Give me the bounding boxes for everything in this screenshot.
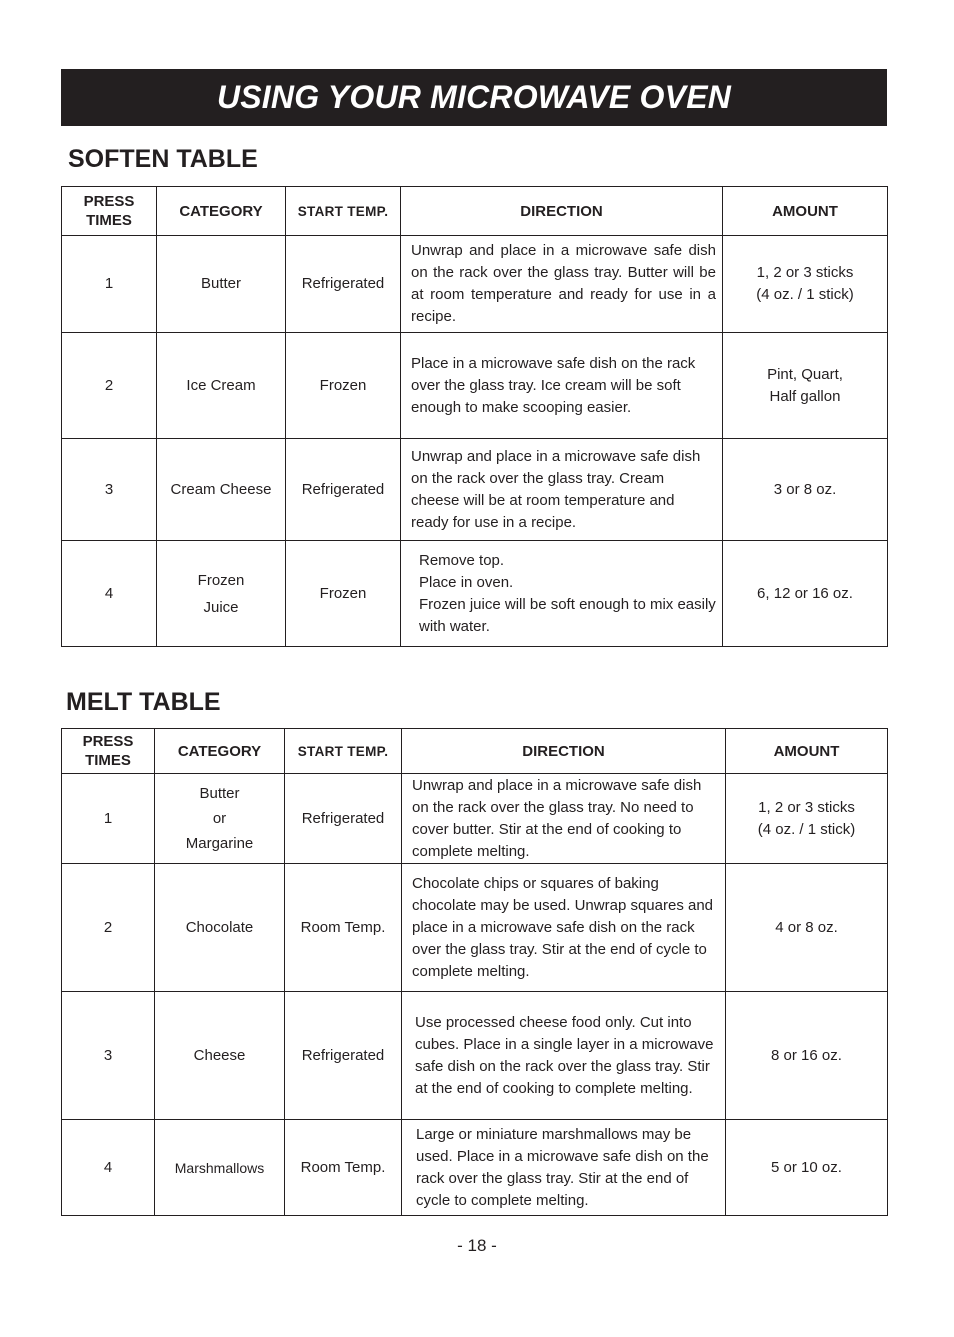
soften-table-title: SOFTEN TABLE xyxy=(68,145,258,173)
press-times-cell: 4 xyxy=(62,541,157,647)
press-times-cell: 2 xyxy=(62,864,155,992)
direction-cell: Use processed cheese food only. Cut into cubes. Place in a single layer in a microwave safe dish on the rack over the glass tray. Stir at the end of cooking to complete melting. xyxy=(402,992,726,1120)
direction-cell: Place in a microwave safe dish on the rack over the glass tray. Ice cream will be soft enough to make scooping easier. xyxy=(401,333,723,439)
start-temp-cell: Refrigerated xyxy=(285,992,402,1120)
press-times-cell: 1 xyxy=(62,774,155,864)
header-press-times: PRESS TIMES xyxy=(62,729,155,774)
header-category: CATEGORY xyxy=(155,729,285,774)
amount-cell: 1, 2 or 3 sticks (4 oz. / 1 stick) xyxy=(723,236,888,333)
start-temp-cell: Frozen xyxy=(286,333,401,439)
direction-cell: Chocolate chips or squares of baking chocolate may be used. Unwrap squares and place in a microwave safe dish on the rack over the glass tray. Stir at the end of cycle to complete melting. xyxy=(402,864,726,992)
table-row xyxy=(62,333,888,439)
category-cell: Butter xyxy=(157,236,286,333)
header-direction: DIRECTION xyxy=(402,729,726,774)
melt-header-row xyxy=(62,729,888,774)
start-temp-cell: Refrigerated xyxy=(286,236,401,333)
header-start-temp: START TEMP. xyxy=(286,187,401,236)
direction-cell: Remove top. Place in oven. Frozen juice will be soft enough to mix easily with water. xyxy=(401,541,723,647)
soften-header-row xyxy=(62,187,888,236)
category-cell: Chocolate xyxy=(155,864,285,992)
direction-cell: Unwrap and place in a microwave safe dish on the rack over the glass tray. Cream cheese will be at room temperature and ready for use in a recipe. xyxy=(401,439,723,541)
amount-cell: 8 or 16 oz. xyxy=(726,992,888,1120)
press-times-cell: 3 xyxy=(62,992,155,1120)
table-row xyxy=(62,439,888,541)
table-row xyxy=(62,236,888,333)
header-start-temp: START TEMP. xyxy=(285,729,402,774)
table-row xyxy=(62,992,888,1120)
amount-cell: 4 or 8 oz. xyxy=(726,864,888,992)
category-cell: Cheese xyxy=(155,992,285,1120)
start-temp-cell: Refrigerated xyxy=(285,774,402,864)
category-cell: Marshmallows xyxy=(155,1120,285,1216)
amount-cell: 5 or 10 oz. xyxy=(726,1120,888,1216)
category-cell: Frozen Juice xyxy=(157,541,286,647)
direction-cell: Unwrap and place in a microwave safe dish on the rack over the glass tray. No need to cover butter. Stir at the end of cooking to complete melting. xyxy=(402,774,726,864)
header-direction: DIRECTION xyxy=(401,187,723,236)
start-temp-cell: Refrigerated xyxy=(286,439,401,541)
press-times-cell: 3 xyxy=(62,439,157,541)
table-row xyxy=(62,541,888,647)
table-row xyxy=(62,1120,888,1216)
press-times-cell: 1 xyxy=(62,236,157,333)
melt-table xyxy=(61,728,888,1216)
category-cell: Ice Cream xyxy=(157,333,286,439)
category-cell: Cream Cheese xyxy=(157,439,286,541)
amount-cell: 6, 12 or 16 oz. xyxy=(723,541,888,647)
start-temp-cell: Room Temp. xyxy=(285,1120,402,1216)
page-title-banner xyxy=(61,69,887,126)
page-number: - 18 - xyxy=(457,1236,497,1255)
direction-cell: Unwrap and place in a microwave safe dish on the rack over the glass tray. Butter will be at room temperature and ready for use in a recipe. xyxy=(401,236,723,333)
header-amount: AMOUNT xyxy=(723,187,888,236)
press-times-cell: 2 xyxy=(62,333,157,439)
melt-table-title: MELT TABLE xyxy=(66,688,221,716)
amount-cell: 3 or 8 oz. xyxy=(723,439,888,541)
header-amount: AMOUNT xyxy=(726,729,888,774)
header-category: CATEGORY xyxy=(157,187,286,236)
amount-cell: 1, 2 or 3 sticks (4 oz. / 1 stick) xyxy=(726,774,888,864)
table-row xyxy=(62,774,888,864)
start-temp-cell: Room Temp. xyxy=(285,864,402,992)
direction-cell: Large or miniature marshmallows may be used. Place in a microwave safe dish on the rack over the glass tray. Stir at the end of cycle to complete melting. xyxy=(402,1120,726,1216)
soften-table xyxy=(61,186,888,647)
amount-cell: Pint, Quart, Half gallon xyxy=(723,333,888,439)
category-cell: Butter or Margarine xyxy=(155,774,285,864)
header-press-times: PRESS TIMES xyxy=(62,187,157,236)
table-row xyxy=(62,864,888,992)
press-times-cell: 4 xyxy=(62,1120,155,1216)
start-temp-cell: Frozen xyxy=(286,541,401,647)
page-title: USING YOUR MICROWAVE OVEN xyxy=(216,79,732,115)
